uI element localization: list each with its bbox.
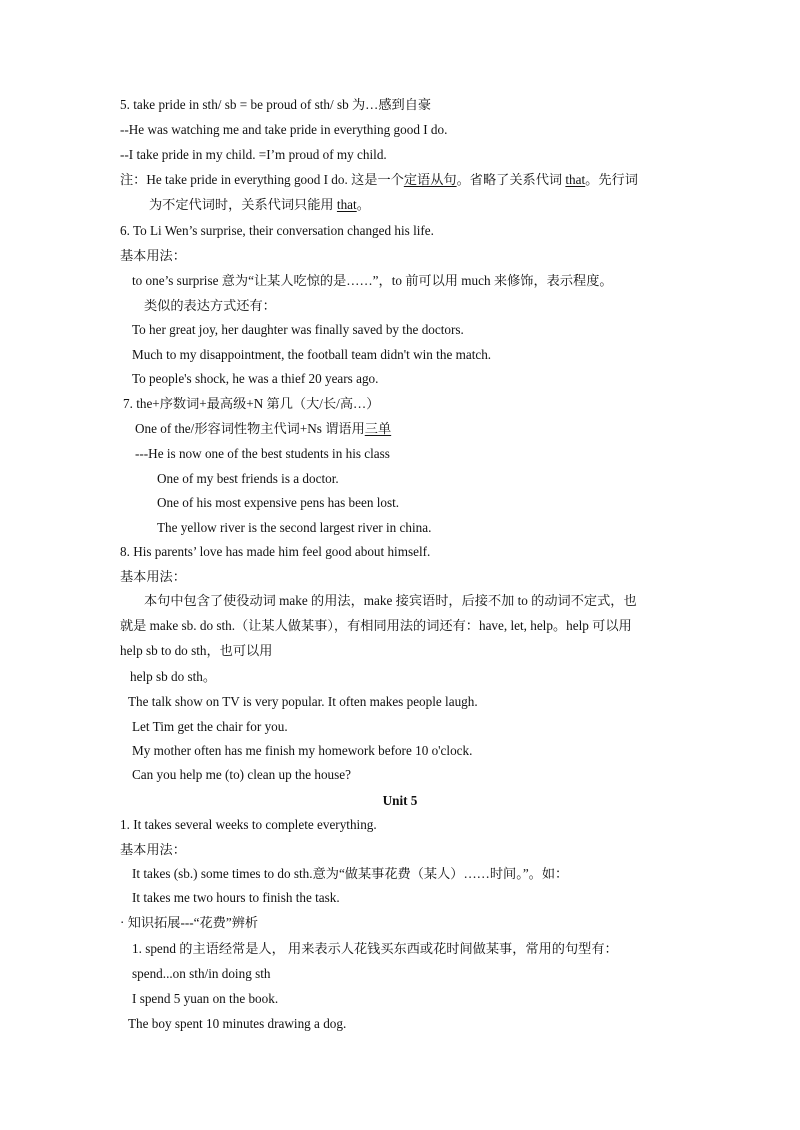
example-sentence: To people's shock, he was a thief 20 years ago. [132, 371, 379, 386]
usage-explanation: to one’s surprise 意为“让某人吃惊的是……”，to 前可以用 much 来修饰，表示程度。 [132, 273, 613, 288]
section-label: 基本用法： [120, 569, 186, 584]
underlined-term: 定语从句 [403, 172, 457, 187]
example-sentence: One of my best friends is a doctor. [157, 471, 339, 486]
example-sentence: The yellow river is the second largest river in china. [157, 520, 432, 535]
note-line [149, 196, 370, 214]
example-sentence: One of his most expensive pens has been lost. [157, 495, 400, 510]
section-label: 基本用法： [120, 248, 186, 263]
example-sentence: The talk show on TV is very popular. It often makes people laugh. [128, 694, 478, 709]
item-5-heading: 5. take pride in sth/ sb = be proud of sth/ sb 为…感到自豪 [120, 97, 432, 112]
example-sentence: It takes me two hours to finish the task. [132, 890, 340, 905]
example-sentence: --He was watching me and take pride in everything good I do. [120, 122, 448, 137]
example-sentence: The boy spent 10 minutes drawing a dog. [128, 1016, 347, 1031]
example-sentence: To her great joy, her daughter was finally saved by the doctors. [132, 322, 464, 337]
note-text: 。省略了关系代词 [456, 172, 566, 187]
example-sentence: Much to my disappointment, the football team didn't win the match. [132, 347, 492, 362]
item-6-heading: 6. To Li Wen’s surprise, their conversation changed his life. [120, 223, 434, 238]
example-sentence: --I take pride in my child. =I’m proud of my child. [120, 147, 387, 162]
item-8-heading: 8. His parents’ love has made him feel good about himself. [120, 544, 431, 559]
note-line [120, 171, 638, 189]
underlined-term: that [336, 197, 357, 212]
note-text: 。先行词 [585, 172, 638, 187]
underlined-term: 三单 [364, 421, 392, 436]
note-text: 注：He take pride in everything good I do. 这是一个 [120, 172, 404, 187]
example-sentence: Can you help me (to) clean up the house? [132, 767, 351, 782]
note-text: 为不定代词时，关系代词只能用 [149, 197, 337, 212]
rule-text: One of the/形容词性物主代词+Ns 谓语用 [135, 421, 365, 436]
usage-explanation: 本句中包含了使役动词 make 的用法，make 接宾语时，后接不加 to 的动词不定式，也 [144, 593, 637, 608]
note-text: 。 [356, 197, 370, 212]
example-sentence: Let Tim get the chair for you. [132, 719, 288, 734]
sentence-pattern: spend...on sth/in doing sth [132, 966, 271, 981]
usage-explanation: It takes (sb.) some times to do sth.意为“做某事花费（某人）……时间。”。如： [132, 866, 569, 881]
usage-explanation: help sb do sth。 [130, 669, 217, 684]
usage-explanation: 就是 make sb. do sth.（让某人做某事），有相同用法的词还有：have, let, help。help 可以用 [120, 618, 632, 633]
knowledge-extension-heading: · 知识拓展---“花费”辨析 [120, 915, 259, 930]
item-1-heading: 1. It takes several weeks to complete everything. [120, 817, 377, 832]
usage-explanation: help sb to do sth，也可以用 [120, 643, 273, 658]
example-sentence: My mother often has me finish my homework before 10 o'clock. [132, 743, 473, 758]
unit-title: Unit 5 [382, 793, 418, 808]
item-7-heading: 7. the+序数词+最高级+N 第几（大/长/高…） [123, 396, 380, 411]
grammar-rule [135, 420, 391, 438]
usage-explanation: 1. spend 的主语经常是人， 用来表示人花钱买东西或花时间做某事，常用的句型有： [132, 941, 618, 956]
usage-explanation: 类似的表达方式还有： [144, 298, 276, 313]
underlined-term: that [565, 172, 586, 187]
section-label: 基本用法： [120, 842, 186, 857]
example-sentence: I spend 5 yuan on the book. [132, 991, 279, 1006]
example-sentence: ---He is now one of the best students in his class [135, 446, 390, 461]
